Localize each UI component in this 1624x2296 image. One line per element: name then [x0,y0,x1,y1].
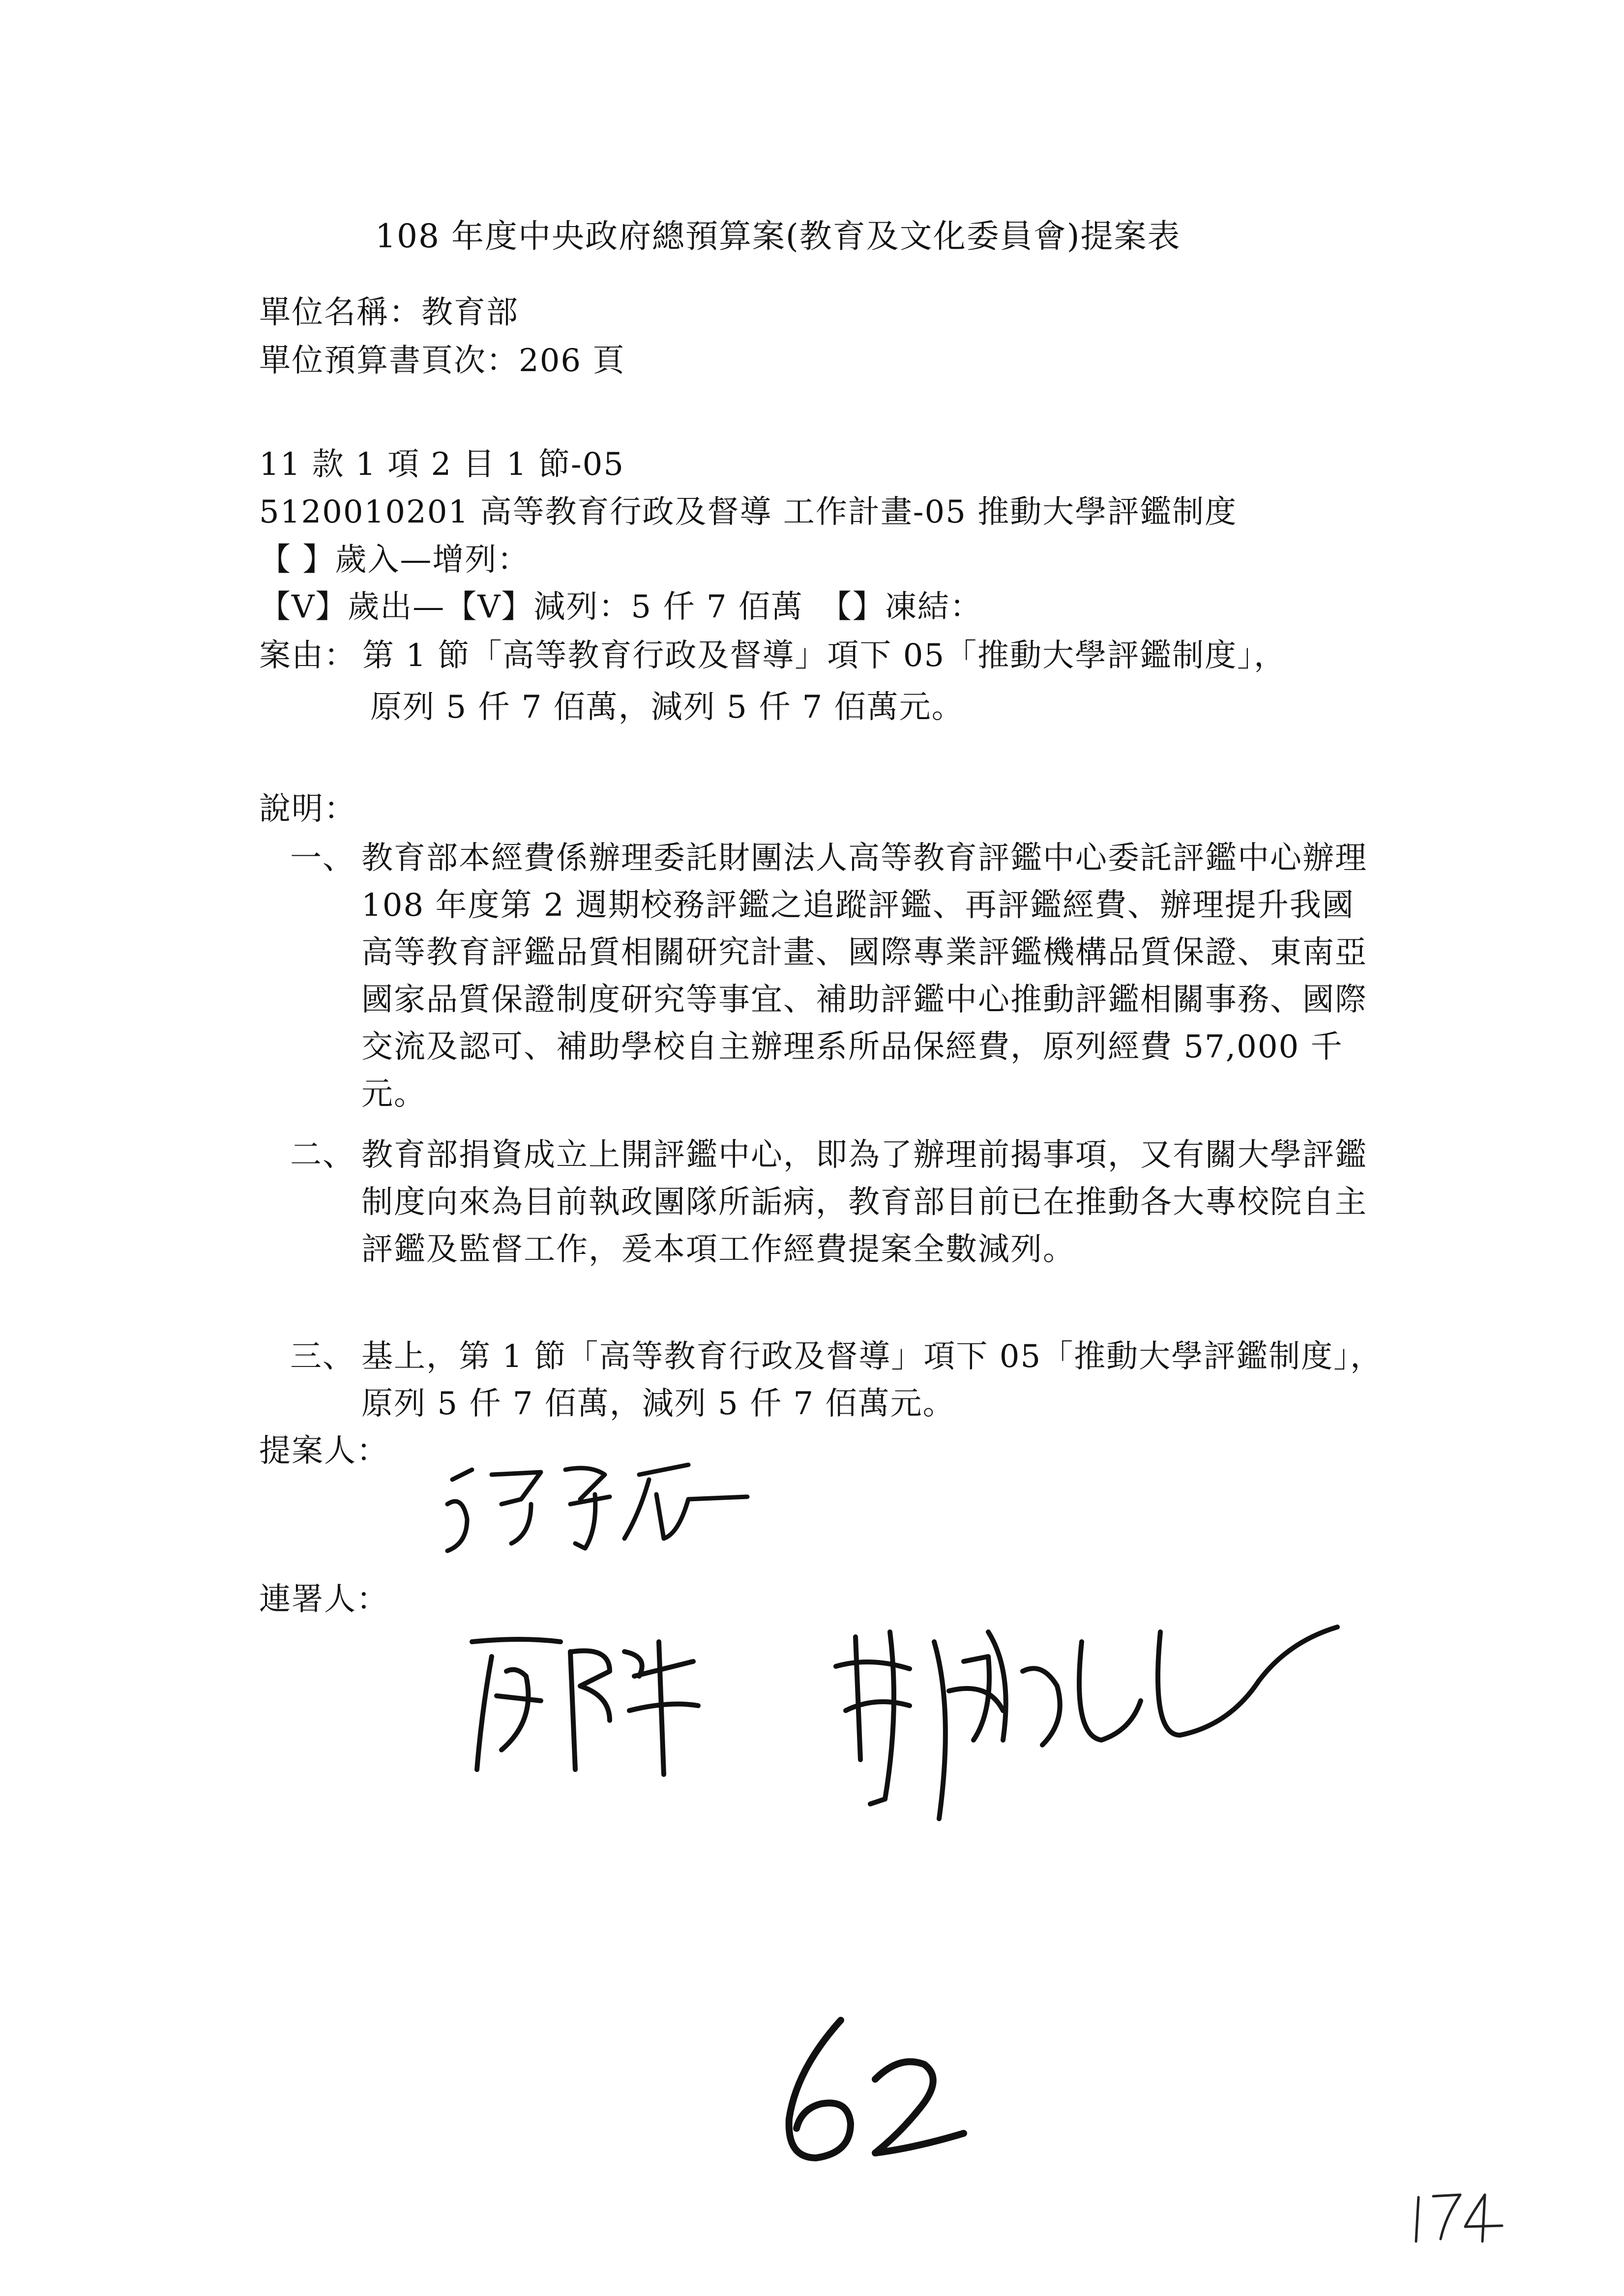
item-number: 一、 [290,840,355,876]
item-text: 教育部捐資成立上開評鑑中心，即為了辦理前揭事項，又有關大學評鑑制度向來為目前執政團隊所詬病，教育部目前已在推動各大專校院自主評鑑及監督工作，爰本項工作經費提案全數減列。 [361,1137,1367,1268]
income-line: 【 】歲入—增列： [259,542,530,578]
section-code: 11 款 1 項 2 目 1 節-05 [259,446,625,483]
case-text-line-2: 原列 5 仟 7 佰萬，減列 5 仟 7 佰萬元。 [370,689,964,726]
explain-label: 說明： [259,791,356,827]
document-title: 108 年度中央政府總預算案(教育及文化委員會)提案表 [375,217,1181,255]
cosigner-label: 連署人： [259,1581,389,1618]
case-text-line-1: 第 1 節「高等教育行政及督導」項下 05「推動大學評鑑制度」， [362,638,1287,674]
case-label: 案由： [259,638,356,674]
item-number: 二、 [290,1137,355,1173]
proposer-label: 提案人： [259,1433,389,1469]
budget-page: 單位預算書頁次：206 頁 [259,343,625,379]
handwritten-page-number [767,2010,974,2173]
cosigner-signature-2 [826,1612,1347,1829]
unit-name: 單位名稱：教育部 [259,294,519,331]
corner-page-number [1406,2187,1505,2246]
item-number: 三、 [290,1338,355,1375]
cosigner-signature-1 [462,1622,718,1784]
item-text: 教育部本經費係辦理委託財團法人高等教育評鑑中心委託評鑑中心辦理 108 年度第 2 週期校務評鑑之追蹤評鑑、再評鑑經費、辦理提升我國高等教育評鑑品質相關研究計畫、國際專業評鑑機構品質保證、東南亞國家品質保證制度研究等事宜、補助評鑑中心推動評鑑相關事務、國際交流及認可、補助學校自主辦理系所品保經費，原列經費 57,000 千元。 [361,840,1367,1112]
plan-name: 5120010201 高等教育行政及督導 工作計畫-05 推動大學評鑑制度 [259,494,1238,530]
proposer-signature [433,1445,757,1563]
item-text: 基上，第 1 節「高等教育行政及督導」項下 05「推動大學評鑑制度」，原列 5 仟 7 佰萬，減列 5 仟 7 佰萬元。 [361,1338,1383,1422]
expense-line: 【V】歲出—【V】減列：5 仟 7 佰萬 【】凍結： [259,589,982,625]
